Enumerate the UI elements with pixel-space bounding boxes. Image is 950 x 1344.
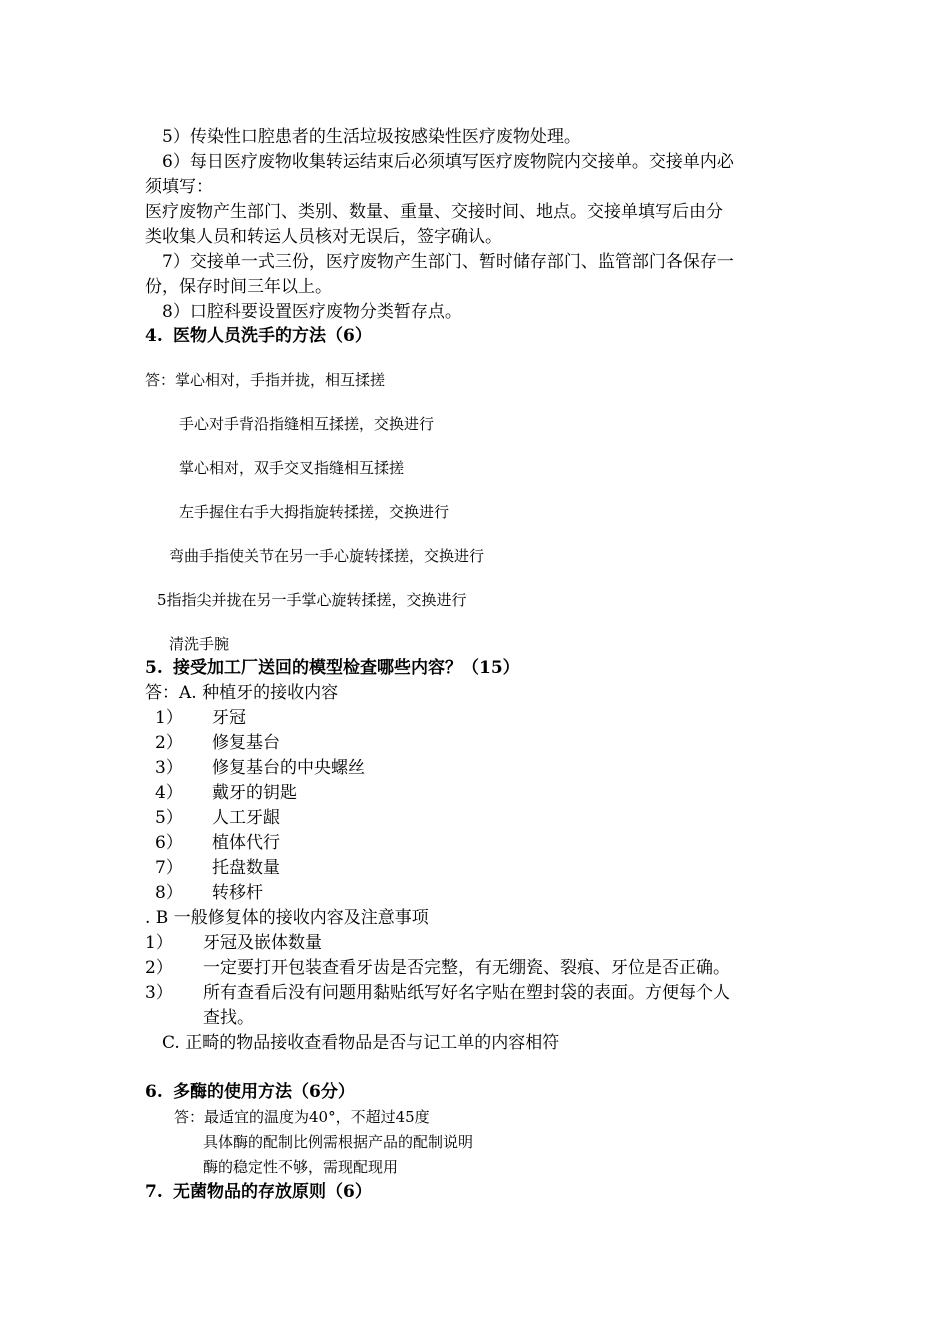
section-b-heading: . B 一般修复体的接收内容及注意事项 bbox=[145, 908, 429, 928]
waste-rule-6-line1: 6）每日医疗废物收集转运结束后必须填写医疗废物院内交接单。交接单内必 bbox=[162, 152, 734, 172]
q6-answer-line: 答：最适宜的温度为40°，不超过45度 bbox=[174, 1108, 430, 1126]
question-title: 医物人员洗手的方法（6） bbox=[173, 326, 372, 346]
question-number: 4. bbox=[145, 326, 163, 346]
waste-rule-6-line3: 医疗废物产生部门、类别、数量、重量、交接时间、地点。交接单填写后由分 bbox=[145, 202, 723, 222]
question-title: 接受加工厂送回的模型检查哪些内容？（15） bbox=[173, 658, 520, 678]
waste-rule-7-line1: 7）交接单一式三份，医疗废物产生部门、暂时储存部门、监管部门各保存一 bbox=[162, 252, 734, 272]
handwash-step: 5指指尖并拢在另一手掌心旋转揉搓，交换进行 bbox=[157, 591, 467, 609]
waste-rule-6-line2: 须填写： bbox=[145, 177, 213, 197]
question-title: 无菌物品的存放原则（6） bbox=[173, 1182, 372, 1202]
q4-answer-line-1 bbox=[145, 373, 385, 388]
question-number: 6. bbox=[145, 1082, 163, 1102]
question-5-heading bbox=[145, 660, 520, 677]
document-page: 5）传染性口腔患者的生活垃圾按感染性医疗废物处理。 6）每日医疗废物收集转运结束后必须填写医疗废物院内交接单。交接单内必 须填写： 医疗废物产生部门、类别、数量、重量、交接时间、地点。交接单填写后由分 类收集人员和转运人员核对无误后，签字确认。 7）交接单一式三份，医疗废物产生部门、暂时储存部门、监管部门各保存一 份，保存时间三年以上。 8）口腔科要设置医疗废物分类暂存点。 4. 医物人员洗手的方法（6） 答：掌心相对，手指并拢，相互揉搓 手心对手背沿指缝相互揉搓，交换进行 掌心相对，双手交叉指缝相互揉搓 左手握住右手大拇指旋转揉搓，交换进行 弯曲手指使关节在另一手心旋转揉搓，交换进行 5指指尖并拢在另一手掌心旋转揉搓，交换进行 清洗手腕 5. 接受加工厂送回的模型检查哪些内容？（15） 答：A. 种植牙的接收内容 1） 牙冠 2） 修复基台 3） 修复基台的中央螺丝 4） 戴牙的钥匙 5） 人工牙龈 6） 植体代行 7） 托盘数量 8） 转移杆 . B 一般修复体的接收内容及注意事项 1） 牙冠及嵌体数量 2） 一定要打开包装查看牙齿是否完整，有无绷瓷、裂痕、牙位是否正确。 3） 所有查看后没有问题用黏贴纸写好名字贴在塑封袋的表面。方便每个人 查找。 C. 正畸的物品接收查看物品是否与记工单的内容相符 6. 多酶的使用方法（6分） 答：最适宜的温度为40°，不超过45度 具体酶的配制比例需根据产品的配制说明 酶的稳定性不够，需现配现用 7. 无菌物品的存放原则（6） bbox=[145, 127, 734, 1202]
q6-answer-line: 具体酶的配制比例需根据产品的配制说明 bbox=[203, 1133, 474, 1151]
section-c-text: C. 正畸的物品接收查看物品是否与记工单的内容相符 bbox=[162, 1033, 560, 1053]
handwash-step: 掌心相对，手指并拢，相互揉搓 bbox=[175, 371, 386, 389]
q5-answer-intro: 答：A. 种植牙的接收内容 bbox=[145, 683, 339, 703]
handwash-step: 左手握住右手大拇指旋转揉搓，交换进行 bbox=[179, 503, 450, 521]
answer-label: 答： bbox=[145, 371, 176, 389]
handwash-step: 掌心相对，双手交叉指缝相互揉搓 bbox=[179, 459, 405, 477]
question-4-heading bbox=[145, 328, 372, 345]
question-number: 7. bbox=[145, 1182, 163, 1202]
handwash-step: 弯曲手指使关节在另一手心旋转揉搓，交换进行 bbox=[169, 547, 485, 565]
question-6-heading bbox=[145, 1084, 355, 1101]
handwash-step: 清洗手腕 bbox=[169, 635, 230, 653]
list-item-continuation: 查找。 bbox=[203, 1008, 254, 1028]
question-7-heading bbox=[145, 1184, 372, 1201]
waste-rule-8: 8）口腔科要设置医疗废物分类暂存点。 bbox=[162, 302, 462, 322]
q6-answer-line: 酶的稳定性不够，需现配现用 bbox=[203, 1158, 399, 1176]
question-number: 5. bbox=[145, 658, 163, 678]
waste-rule-6-line4: 类收集人员和转运人员核对无误后，签字确认。 bbox=[145, 227, 502, 247]
handwash-step: 手心对手背沿指缝相互揉搓，交换进行 bbox=[179, 415, 435, 433]
waste-rule-7-line2: 份，保存时间三年以上。 bbox=[145, 277, 332, 297]
question-title: 多酶的使用方法（6分） bbox=[173, 1082, 355, 1102]
waste-rule-5: 5）传染性口腔患者的生活垃圾按感染性医疗废物处理。 bbox=[162, 127, 581, 147]
